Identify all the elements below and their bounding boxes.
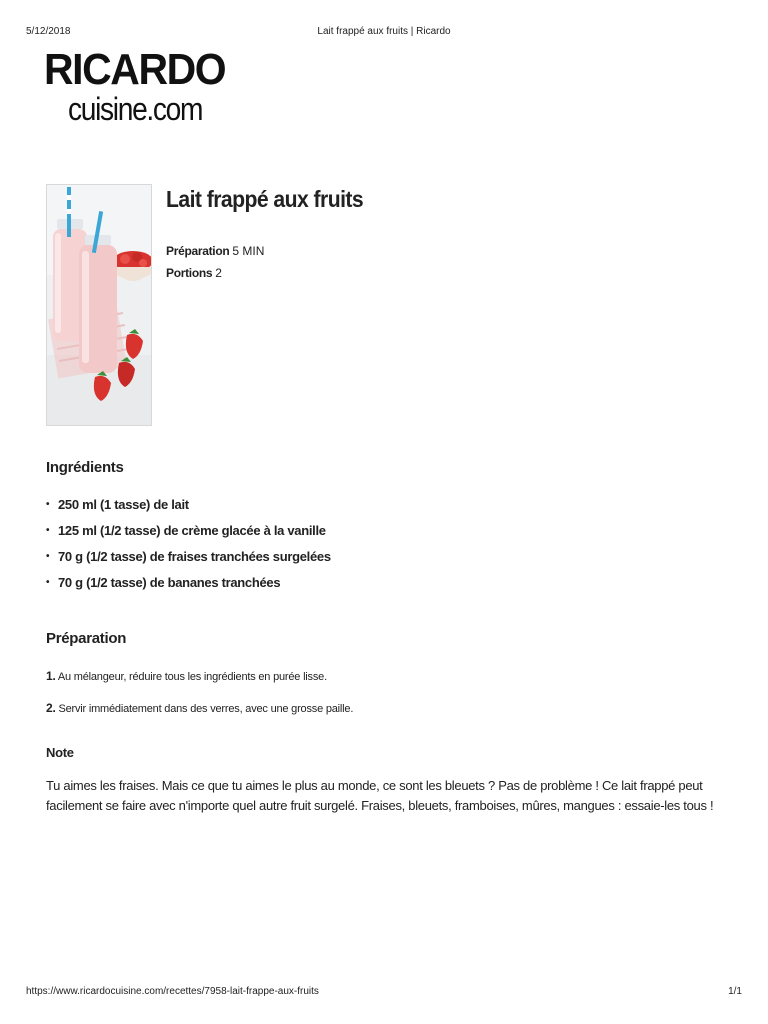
preparation-heading: Préparation — [46, 630, 127, 647]
bullet-icon: • — [46, 525, 50, 536]
recipe-photo — [46, 184, 152, 426]
preparation-time — [166, 244, 264, 258]
ingredients-heading: Ingrédients — [46, 459, 124, 476]
recipe-title: Lait frappé aux fruits — [166, 186, 364, 212]
note-text: Tu aimes les fraises. Mais ce que tu aimes le plus au monde, ce sont les bleuets ? Pas de problème ! Ce lait frappé peut facilement se faire avec n'importe quel autre fruit surgelé. Fraises, bleuets, framboises, mûres, mangues : essaie-les tous ! — [46, 778, 714, 813]
portions-label: Portions — [166, 266, 213, 280]
preparation-label: Préparation — [166, 244, 230, 258]
preparation-steps — [46, 668, 353, 732]
ingredient-text: 70 g (1/2 tasse) de bananes tranchées — [58, 575, 281, 590]
list-item — [46, 574, 331, 600]
step-text: Servir immédiatement dans des verres, avec une grosse paille. — [58, 703, 354, 715]
logo-domain: cuisine.com — [68, 91, 203, 127]
print-date: 5/12/2018 — [26, 26, 71, 37]
list-item — [46, 548, 331, 574]
list-item — [46, 522, 331, 548]
logo-brand: RICARDO — [44, 45, 226, 94]
list-item — [46, 668, 353, 700]
print-header — [26, 26, 742, 40]
ricardo-logo[interactable] — [44, 45, 226, 128]
note-heading: Note — [46, 745, 74, 760]
step-number: 2. — [46, 701, 56, 715]
bullet-icon: • — [46, 551, 50, 562]
list-item — [46, 496, 331, 522]
print-footer — [26, 986, 742, 1000]
portions-value: 2 — [215, 266, 222, 280]
ingredient-text: 70 g (1/2 tasse) de fraises tranchées surgelées — [58, 549, 331, 564]
step-number: 1. — [46, 669, 56, 683]
print-page-title: Lait frappé aux fruits | Ricardo — [317, 26, 451, 37]
ingredient-text: 125 ml (1/2 tasse) de crème glacée à la vanille — [58, 523, 326, 538]
ingredients-list — [46, 496, 331, 600]
page-number: 1/1 — [728, 986, 742, 997]
portions — [166, 266, 222, 280]
page-url[interactable]: https://www.ricardocuisine.com/recettes/7958-lait-frappe-aux-fruits — [26, 986, 319, 997]
step-text: Au mélangeur, réduire tous les ingrédients en purée lisse. — [57, 671, 327, 683]
milkshake-strawberries-photo — [47, 185, 151, 425]
list-item — [46, 700, 353, 732]
bullet-icon: • — [46, 499, 50, 510]
preparation-value: 5 MIN — [232, 244, 265, 258]
ingredient-text: 250 ml (1 tasse) de lait — [58, 497, 189, 512]
bullet-icon: • — [46, 577, 50, 588]
